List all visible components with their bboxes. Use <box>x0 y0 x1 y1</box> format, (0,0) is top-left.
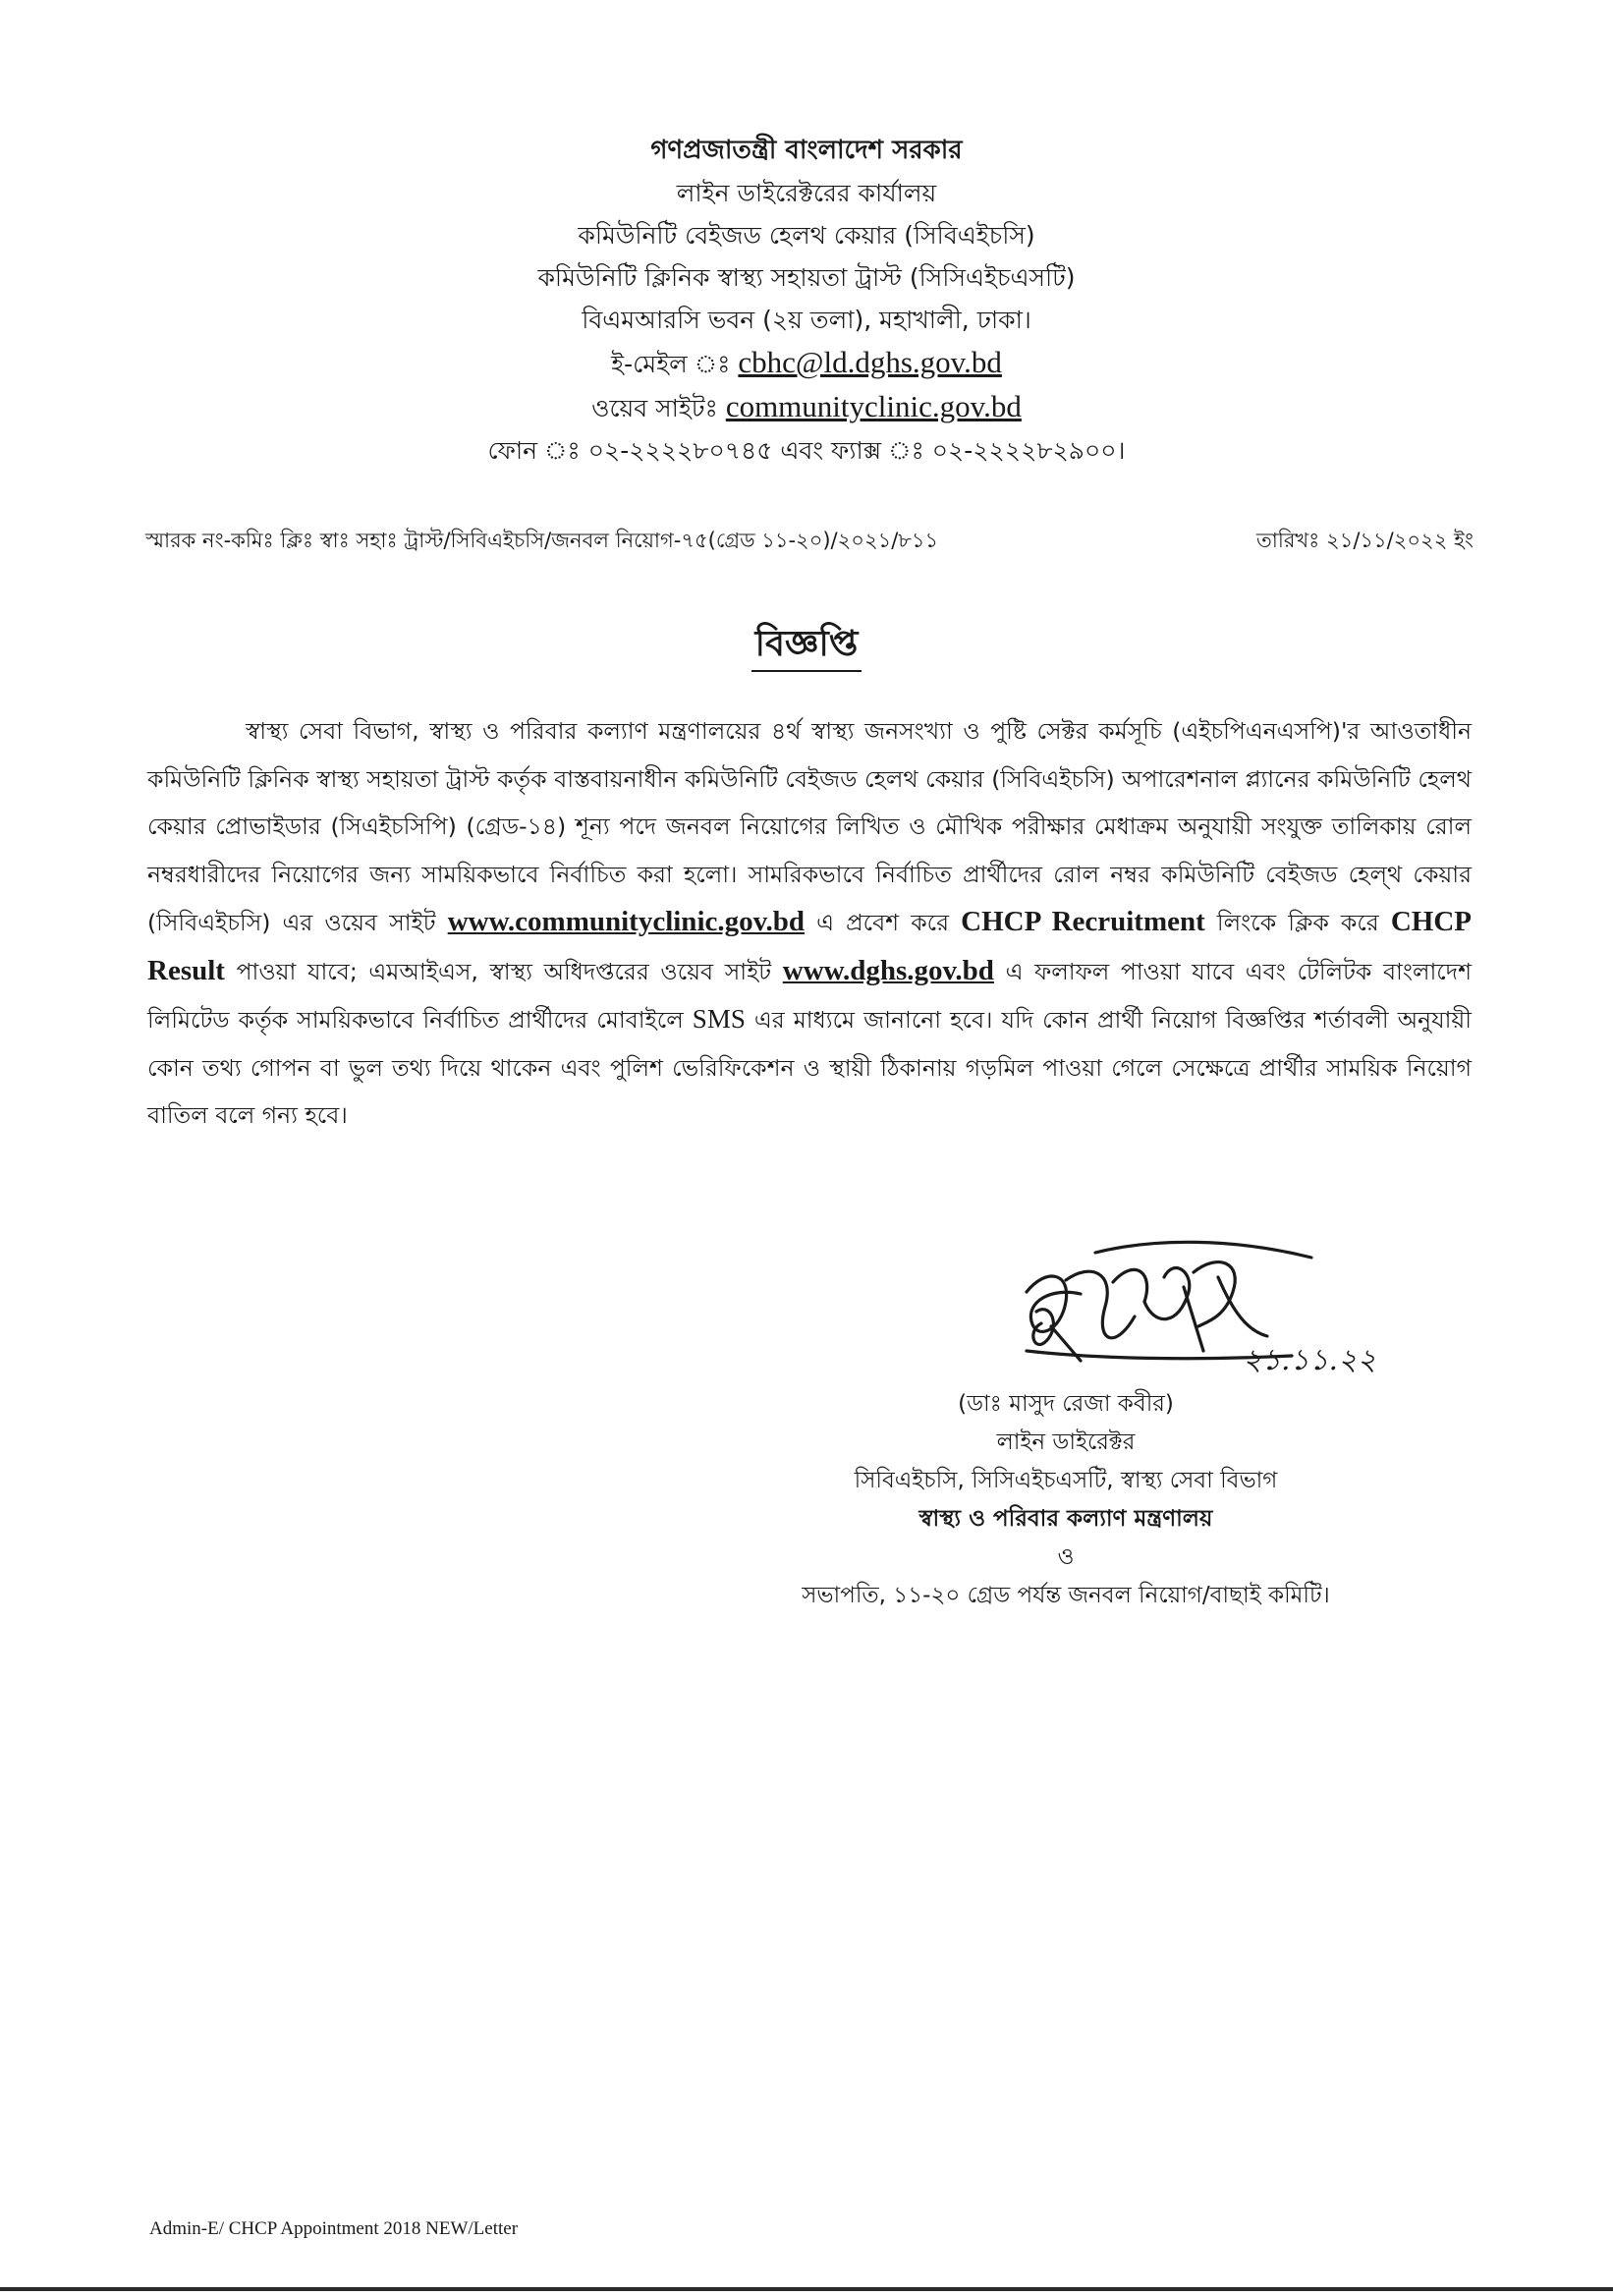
dghs-link[interactable]: www.dghs.gov.bd <box>782 954 994 986</box>
body-part-4: পাওয়া যাবে; এমআইএস, স্বাস্থ্য অধিদপ্তরের ওয়েব সাইট <box>224 957 783 985</box>
website-link[interactable]: communityclinic.gov.bd <box>725 389 1022 423</box>
notice-body <box>147 707 1472 1140</box>
signatory-committee: সভাপতি, ১১-২০ গ্রেড পর্যন্ত জনবল নিয়োগ/বাছাই কমিটি। <box>802 1583 1330 1608</box>
signatory-and: ও <box>1057 1544 1075 1570</box>
body-part-6: এর মাধ্যমে জানানো হবে। যদি কোন প্রার্থী নিয়োগ বিজ্ঞপ্তির শর্তাবলী অনুযায়ী কোন তথ্য গোপন বা ভুল তথ্য দিয়ে থাকেন এবং পুলিশ ভেরিফিকেশন ও স্থায়ী ঠিকানায় গড়মিল পাওয়া গেলে সেক্ষেত্রে প্রার্থীর সাময়িক নিয়োগ বাতিল বলে গন্য হবে। <box>147 1006 1472 1129</box>
chcp-recruitment-text: CHCP Recruitment <box>961 906 1205 937</box>
program-name: কমিউনিটি বেইজড হেলথ কেয়ার (সিবিএইচসি) <box>578 221 1035 250</box>
website-line <box>0 385 1613 429</box>
memo-date: তারিখঃ ২১/১১/২০২২ ইং <box>1255 529 1474 552</box>
signatory-block <box>688 1385 1444 1615</box>
trust-name: কমিউনিটি ক্লিনিক স্বাস্থ্য সহায়তা ট্রাস্ট (সিসিএইচএসটি) <box>537 263 1076 292</box>
office-address: বিএমআরসি ভবন (২য় তলা), মহাখালী, ঢাকা। <box>582 306 1031 334</box>
website-label: ওয়েব সাইটঃ <box>591 394 726 422</box>
signatory-name: (ডাঃ মাসুদ রেজা কবীর) <box>958 1391 1174 1417</box>
footer-file-path: Admin-E/ CHCP Appointment 2018 NEW/Letter <box>149 2218 519 2239</box>
signatory-dept: সিবিএইচসি, সিসিএইচএসটি, স্বাস্থ্য সেবা বিভাগ <box>854 1468 1278 1493</box>
body-part-1: স্বাস্থ্য সেবা বিভাগ, স্বাস্থ্য ও পরিবার কল্যাণ মন্ত্রণালয়ের ৪র্থ স্বাস্থ্য জনসংখ্যা ও পুষ্টি সেক্টর কর্মসূচি (এইচপিএনএসপি)'র আওতাধীন কমিউনিটি ক্লিনিক স্বাস্থ্য সহায়তা ট্রাস্ট কর্তৃক বাস্তবায়নাধীন কমিউনিটি বেইজড হেলথ কেয়ার (সিবিএইচসি) অপারেশনাল প্ল্যানের কমিউনিটি হেলথ কেয়ার প্রোভাইডার (সিএইচসিপি) (গ্রেড-১৪) শূন্য পদে জনবল নিয়োগের লিখিত ও মৌখিক পরীক্ষার মেধাক্রম অনুযায়ী সংযুক্ত তালিকায় রোল নম্বরধারীদের নিয়োগের জন্য সাময়িকভাবে নির্বাচিত করা হলো। সামরিকভাবে নির্বাচিত প্রার্থীদের রোল নম্বর কমিউনিটি বেইজড হেল্থ কেয়ার (সিবিএইচসি) এর ওয়েব সাইট <box>147 717 1472 936</box>
body-part-3: লিংকে ক্লিক করে <box>1204 909 1391 936</box>
signatory-title: লাইন ডাইরেক্টর <box>996 1429 1136 1455</box>
signatory-ministry: স্বাস্থ্য ও পরিবার কল্যাণ মন্ত্রণালয় <box>918 1506 1213 1532</box>
notice-title <box>0 617 1613 676</box>
office-name: লাইন ডাইরেক্টরের কার্যালয় <box>676 179 937 207</box>
phone-fax: ফোন ঃ ০২-২২২২৮০৭৪৫ এবং ফ্যাক্স ঃ ০২-২২২২৮২৯০০। <box>487 436 1126 465</box>
notice-title-text: বিজ্ঞপ্তি <box>751 624 862 672</box>
chcp-result-text: CHCP Result <box>147 906 1472 986</box>
bottom-border <box>0 2287 1613 2291</box>
memo-number: স্মারক নং-কমিঃ ক্লিঃ স্বাঃ সহাঃ ট্রাস্ট/সিবিএইচসি/জনবল নিয়োগ-৭৫(গ্রেড ১১-২০)/২০২১/৮১১ <box>145 529 939 552</box>
email-line <box>0 341 1613 385</box>
sms-text: SMS <box>692 1004 746 1034</box>
govt-name: গণপ্রজাতন্ত্রী বাংলাদেশ সরকার <box>650 136 963 165</box>
email-label: ই-মেইল ঃ <box>611 350 739 378</box>
body-part-5: এ ফলাফল পাওয়া যাবে এবং টেলিটক বাংলাদেশ লিমিটেড কর্তৃক সাময়িকভাবে নির্বাচিত প্রার্থীদের মোবাইলে <box>147 957 1472 1034</box>
communityclinic-link[interactable]: www.communityclinic.gov.bd <box>447 906 806 937</box>
signature-date: ২১.১১.২২ <box>1243 1343 1376 1377</box>
email-link[interactable]: cbhc@ld.dghs.gov.bd <box>738 345 1002 379</box>
body-part-2: এ প্রবেশ করে <box>805 909 962 936</box>
letterhead <box>0 130 1613 472</box>
